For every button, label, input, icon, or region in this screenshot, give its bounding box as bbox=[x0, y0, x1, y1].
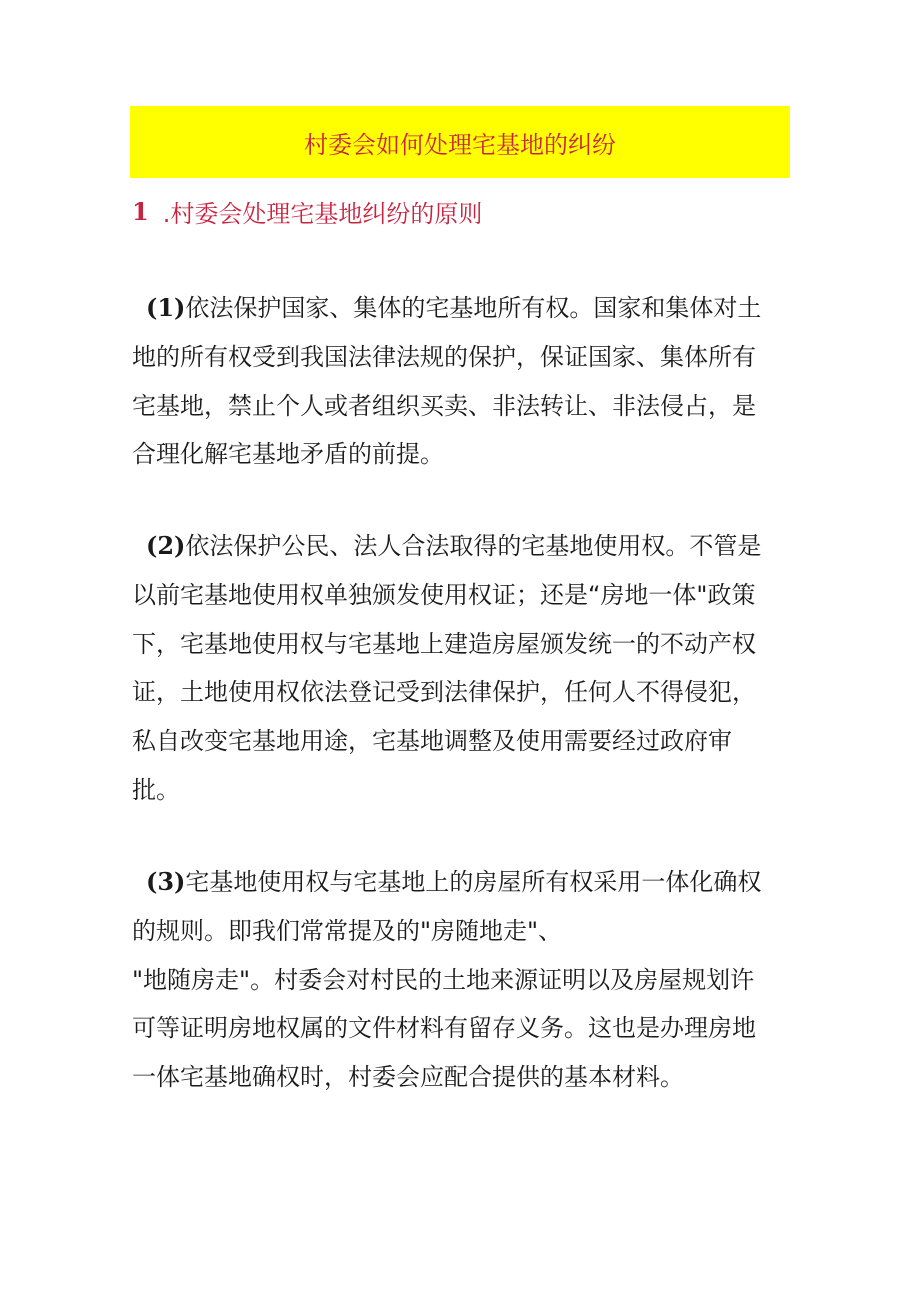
paragraph-line: 以前宅基地使用权单独颁发使用权证；还是“房地一体"政策 bbox=[132, 580, 756, 609]
paragraph-marker: (2) bbox=[146, 531, 186, 560]
page-title: 村委会如何处理宅基地的纠纷 bbox=[304, 130, 616, 159]
section-number: 1 bbox=[132, 196, 149, 226]
paragraph-line: 一体宅基地确权时，村委会应配合提供的基本材料。 bbox=[132, 1063, 684, 1092]
paragraph-1 bbox=[132, 284, 787, 479]
paragraph-line: 宅基地，禁止个人或者组织买卖、非法转让、非法侵占，是 bbox=[132, 391, 756, 420]
paragraph-line bbox=[132, 522, 787, 571]
paragraph-2 bbox=[132, 522, 787, 815]
paragraph-line: 合理化解宅基地矛盾的前提。 bbox=[132, 440, 444, 469]
paragraph-line-text: 宅基地使用权与宅基地上的房屋所有权采用一体化确权 bbox=[185, 868, 762, 896]
paragraph-line: 私自改变宅基地用途，宅基地调整及使用需要经过政府审 bbox=[132, 727, 732, 756]
paragraph-line-text: 依法保护国家、集体的宅基地所有权。国家和集体对土 bbox=[185, 294, 762, 322]
paragraph-line: 下，宅基地使用权与宅基地上建造房屋颁发统一的不动产权 bbox=[132, 629, 756, 658]
paragraph-line bbox=[132, 858, 787, 907]
section-heading bbox=[132, 191, 482, 231]
section-heading-text: .村委会处理宅基地纠纷的原则 bbox=[162, 199, 483, 228]
paragraph-line: 的规则。即我们常常提及的"房随地走"、 bbox=[132, 916, 563, 945]
paragraph-line bbox=[132, 284, 787, 333]
paragraph-marker: (1) bbox=[146, 293, 186, 322]
paragraph-line: 可等证明房地权属的文件材料有留存义务。这也是办理房地 bbox=[132, 1014, 756, 1043]
paragraph-line: "地随房走"。村委会对村民的土地来源证明以及房屋规划许 bbox=[132, 965, 755, 994]
paragraph-line-text: 依法保护公民、法人合法取得的宅基地使用权。不管是 bbox=[185, 532, 762, 560]
paragraph-3 bbox=[132, 858, 787, 1102]
title-banner bbox=[130, 106, 790, 178]
paragraph-line: 地的所有权受到我国法律法规的保护，保证国家、集体所有 bbox=[132, 342, 756, 371]
paragraph-line: 证，土地使用权依法登记受到法律保护，任何人不得侵犯， bbox=[132, 678, 756, 707]
paragraph-line: 批。 bbox=[132, 775, 180, 804]
paragraph-marker: (3) bbox=[146, 867, 186, 896]
